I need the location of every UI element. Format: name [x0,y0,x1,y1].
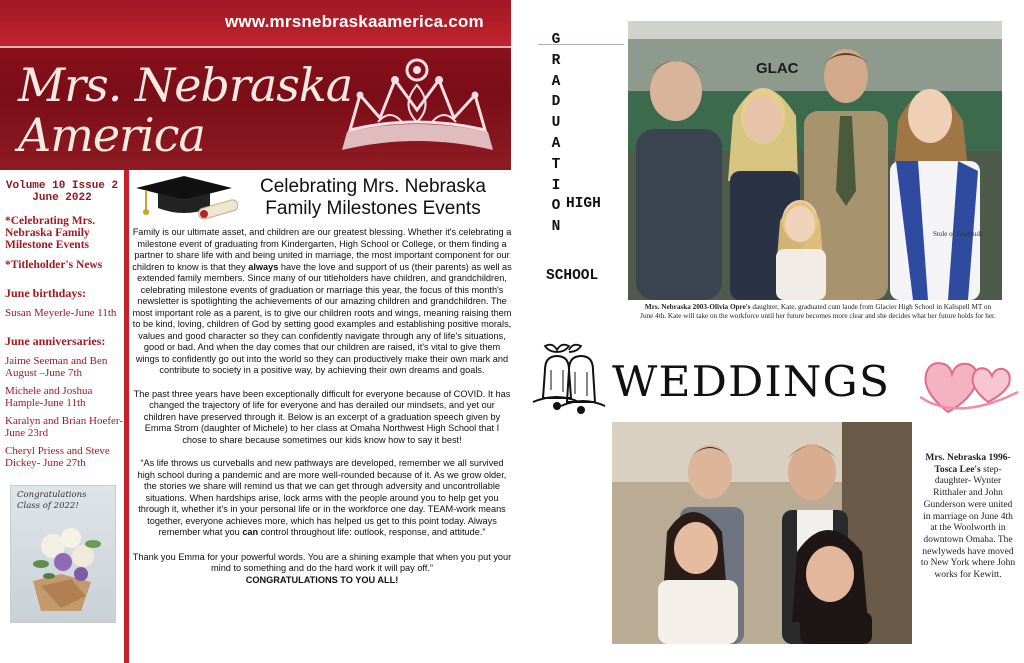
article-title-line1: Celebrating Mrs. Nebraska [260,176,486,197]
column-divider [124,170,129,663]
graduation-photo-illustration [628,21,1002,300]
masthead-banner [0,0,511,170]
birthday-entry: Susan Meyerle-June 11th [5,307,117,319]
article-paragraph: Thank you Emma for your powerful words. You are a shining example that when you put your mind to something and do the hard work it will pay off.” CONGRATULATIONS TO YOU ALL! [132,551,512,585]
issue-date: June 2022 [32,192,92,204]
congratulations-line: CONGRATULATIONS TO YOU ALL! [245,574,399,585]
volume-issue: Volume 10 Issue 2 [5,180,119,192]
flower-bouquet-photo [10,485,116,623]
wedding-photo-caption: Mrs. Nebraska 1996-Tosca Lee's step-daughter- Wynter Ritthaler and John Gunderson were united in marriage on June 4th at the Woolworth in downtown Omaha. The newlyweds have moved to New York where John works for Kewitt. [920,453,1016,581]
graduation-letter: D [551,94,561,111]
graduation-photo-caption: Mrs. Nebraska 2003-Olivia Opre's daughter, Kate, graduated cum laude from Glacier High School in Kalispell MT on June 4th. Kate will take on the workforce until her future becomes more clear and she decides what her future holds for her. [640,303,996,320]
graduation-letter: O [551,198,561,215]
article-paragraph: Family is our ultimate asset, and children are our greatest blessing. Whether it's celebrating a milestone event of graduating from Kindergarten, High School or College, or them finding a partner to share life with and being united in marriage, the most important component for our children to know is that they always have the love and support of us (their parents) as well as extended family members. Since many of our titleholders have children, and grandchildren, celebrating milestone events of graduation or marriage this year, the focus of this month's newsletter is spotlighting the achievements of our amazing children and grandchildren. The most important role as a parent, is to give our children roots and wings, meaning raising them to be kind, loving, children of God by setting good examples and establishing positive morals, values and good character so they can confidently navigate through any of life's situations, good or bad. And when the day comes that our children are raised, it's vital to give them wings to confidently go out into the world so they can productively make their own mark and contribute to society in a positive way, by achieving their own dreams and goals. [132,227,512,375]
website-url[interactable]: www.mrsnebraskaamerica.com [225,12,484,31]
toc-item-celebrating: *Celebrating Mrs. Nebraska Family Milestone Events [5,215,96,251]
wedding-photo-illustration [612,422,912,644]
graduation-letter: R [551,52,561,69]
anniversary-entry: Karalyn and Brian Hoefer- June 23rd [5,415,123,439]
graduation-letter: T [551,156,561,173]
stole-text: Stole of Gratitude [933,230,984,238]
graduation-letter: U [551,115,561,132]
weddings-heading: WEDDINGS [612,357,891,406]
bouquet-illustration [11,486,117,624]
crown-icon [330,50,505,165]
graduation-family-photo [628,21,1002,300]
wedding-bells-icon [523,340,613,424]
article-paragraph: The past three years have been exceptionally difficult for everyone because of COVID. It has changed the trajectory of life for everyone and has derailed our mindsets, and yet our children have preserved through it. Below is an excerpt of a graduation speech given by Emma Strom (daughter of Michele) to her class at Omaha Northwest High School that I chose to share because sometimes our kids know how to say it best! [133,388,511,445]
anniversary-entry: Michele and Joshua Hample-June 11th [5,385,93,409]
graduation-letter: I [551,177,561,194]
graduation-letter: A [551,135,561,152]
wedding-couple-photo [612,422,912,644]
masthead-title-line1: Mrs. Nebraska [18,58,353,112]
toc-item-titleholders: *Titleholder's News [5,259,103,271]
birthdays-heading: June birthdays: [5,286,87,300]
url-bar [0,0,511,48]
speech-quote: “As life throws us curveballs and new pathways are developed, remember we all survived high school during a pandemic and are more well-rounded because of it. As we grow older, the stories we share will remind us that we can get through adversity and uncontrollable situations. When hardships arise, lock arms with the people around you to help get you through it, whether it's in your personal life or in the workforce one day. TEAM-work means together, everyone achieves more, which has helped us get to this point today. Always remember what you can control throughout life: outlook, response, and attitude.” [137,458,507,537]
anniversary-entry: Cheryl Priess and Steve Dickey- June 27th [5,445,110,469]
article-title-line2: Family Milestones Events [265,198,481,219]
photo-caption-congratulations: Congratulations [17,490,87,500]
article-body [132,227,512,586]
article-title [228,176,518,220]
anniversaries-heading: June anniversaries: [5,334,106,348]
photo-caption-class: Class of 2022! [17,501,79,511]
graduation-vertical-heading [545,30,567,238]
gym-banner-text: GLAC [756,60,799,77]
masthead-title-line2: America [18,108,205,162]
graduation-heading-school: SCHOOL [546,268,599,284]
graduation-letter: N [551,219,561,236]
newsletter-sidebar [0,172,124,663]
graduation-letter: G [551,32,561,48]
anniversary-entry: Jaime Seeman and Ben August –June 7th [5,355,108,379]
main-article [132,170,512,663]
graduation-letter: A [551,73,561,90]
hearts-icon [918,352,1022,422]
graduation-heading-high: HIGH [566,196,601,212]
